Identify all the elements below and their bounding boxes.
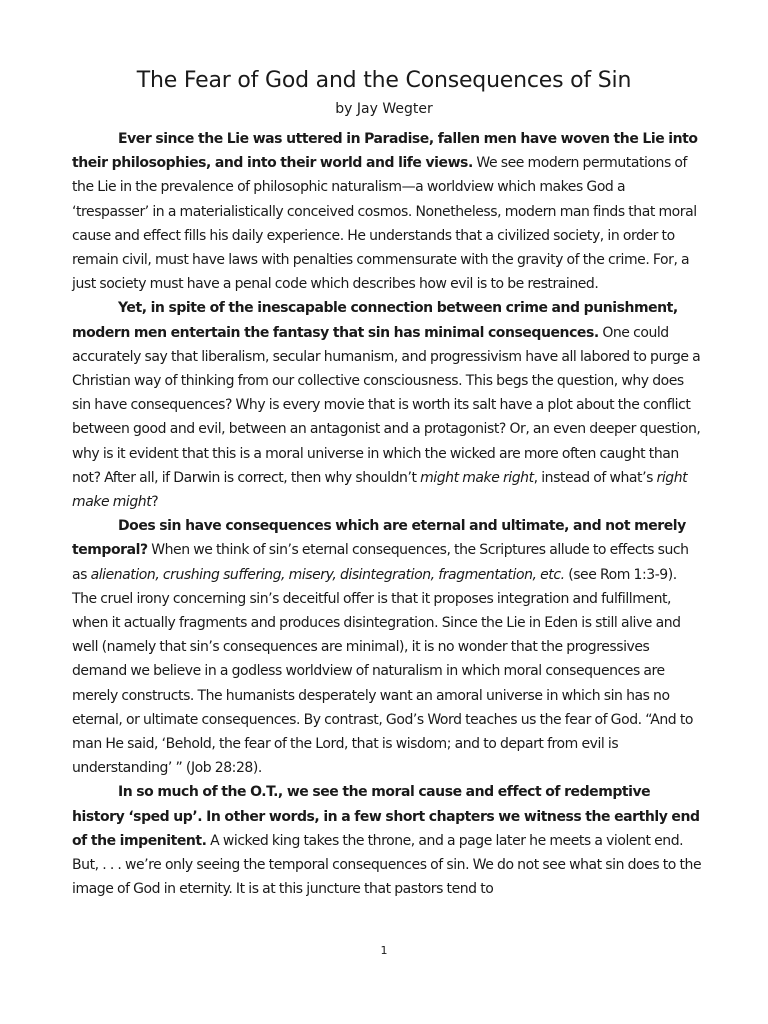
paragraph-text: When we think of sin’s eternal consequences, the Scriptures allude to effects such as bbox=[72, 542, 689, 583]
author-byline: by Jay Wegter bbox=[335, 101, 433, 117]
paragraph-lead: In so much of the O.T., we see the moral cause and effect of redemptive history ‘sped up’. In other words, in a few short chapters we witness the earthly end of the impenitent. bbox=[72, 784, 700, 849]
paragraph-text: We see modern permutations of the Lie in the prevalence of philosophic naturalism—a worldview which makes God a ‘trespasser’ in a materialistically conceived cosmos. Nonetheless, modern man finds that moral cause and effect fills his daily experience. He understands that a civilized society, in order to remain civil, must have laws with penalties commensurate with the gravity of the crime. For, a just society must have a penal code which describes how evil is to be restrained. bbox=[72, 155, 697, 293]
document-title: The Fear of God and the Consequences of Sin bbox=[136, 68, 632, 93]
paragraph-lead: Does sin have consequences which are eternal and ultimate, and not merely temporal? bbox=[72, 518, 686, 559]
paragraph-text: , instead of what’s bbox=[533, 469, 657, 486]
emphasis-text: might make right bbox=[420, 469, 534, 486]
emphasis-text: right make might bbox=[72, 469, 688, 511]
paragraph-lead: Ever since the Lie was uttered in Paradise, fallen men have woven the Lie into their philosophies, and into their world and life views. bbox=[72, 131, 698, 172]
paragraph-text: One could accurately say that liberalism, secular humanism, and progressivism have all labored to purge a Christian way of thinking from our collective consciousness. This begs the question, why does sin have consequences? Why is every movie that is worth its salt have a plot about the conflict between good and evil, between an antagonist and a protagonist? Or, an even deeper question, why is it evident that this is a moral universe in which the wicked are more often caught than not? After all, if Darwin is correct, then why shouldn’t bbox=[72, 324, 701, 486]
paragraph-3 bbox=[72, 514, 704, 780]
emphasis-text: alienation, crushing suffering, misery, disintegration, fragmentation, etc. bbox=[90, 566, 565, 583]
page-number: 1 bbox=[380, 944, 388, 957]
paragraph-2 bbox=[72, 296, 704, 514]
paragraph-text: A wicked king takes the throne, and a page later he meets a violent end. But, . . . we’re only seeing the temporal consequences of sin. We do not see what sin does to the image of God in eternity. It is at this juncture that pastors tend to bbox=[72, 832, 702, 898]
paragraph-1 bbox=[72, 127, 704, 296]
paragraph-lead: Yet, in spite of the inescapable connection between crime and punishment, modern men entertain the fantasy that sin has minimal consequences. bbox=[72, 300, 678, 341]
paragraph-text: (see Rom 1:3-9). The cruel irony concerning sin’s deceitful offer is that it proposes integration and fulfillment, when it actually fragments and produces disintegration. Since the Lie in Eden is still alive and well (namely that sin’s consequences are minimal), it is no wonder that the progressives demand we believe in a godless worldview of naturalism in which moral consequences are merely constructs. The humanists desperately want an amoral universe in which sin has no eternal, or ultimate consequences. By contrast, God’s Word teaches us the fear of God. “And to man He said, ‘Behold, the fear of the Lord, that is wisdom; and to depart from evil is understanding’ ” (Job 28:28). bbox=[72, 566, 693, 777]
paragraph-text: ? bbox=[151, 494, 159, 511]
paragraph-4 bbox=[72, 780, 704, 901]
document-body bbox=[72, 127, 704, 902]
